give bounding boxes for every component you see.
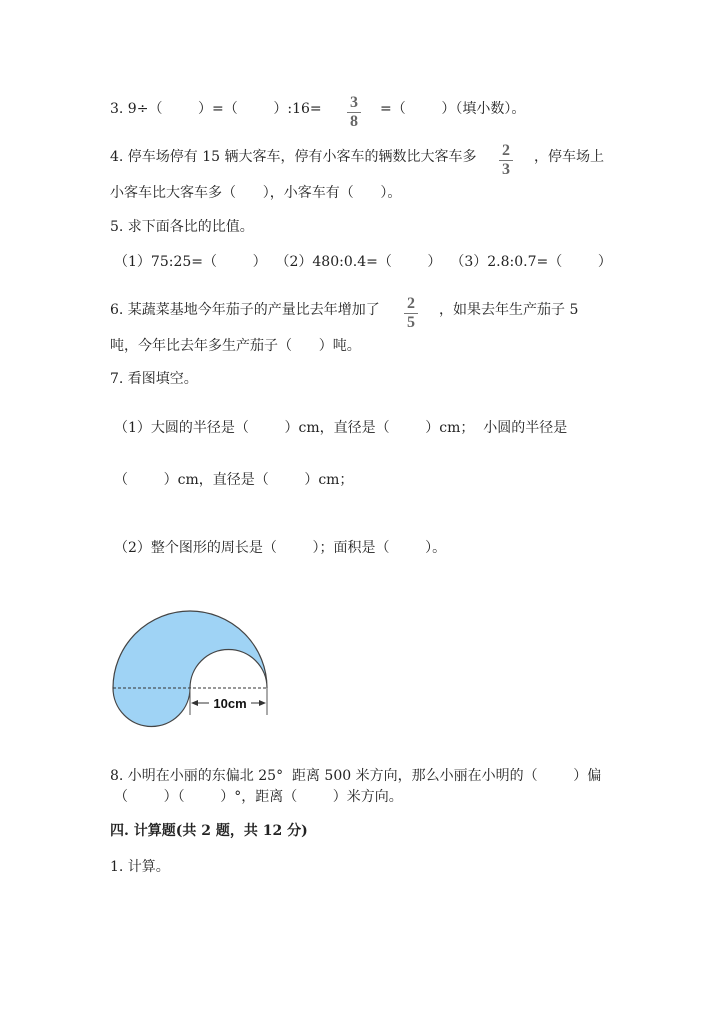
q6-fraction	[404, 296, 418, 331]
q3-frac-denominator: 8	[350, 113, 358, 130]
q6-line2: 吨，今年比去年多生产茄子（ ）吨。	[110, 338, 361, 354]
q7-title: 7. 看图填空。	[110, 371, 198, 387]
section-heading: 四. 计算题(共 2 题，共 12 分)	[110, 823, 308, 839]
q7-line2: （ ）cm，直径是（ ）cm；	[114, 472, 354, 488]
semicircle-figure	[105, 595, 285, 735]
q3-frac-numerator: 3	[350, 94, 358, 111]
q4-line1-b: ，停车场上	[534, 149, 604, 165]
q4-fraction	[499, 143, 513, 178]
q4-frac-denominator: 3	[502, 161, 510, 178]
q7-line3: （2）整个图形的周长是（ ）；面积是（ ）。	[114, 540, 447, 556]
measure-arrow-left-head	[191, 700, 198, 706]
q4-frac-numerator: 2	[502, 142, 510, 159]
q8-line2: （ ）（ ）°，距离（ ）米方向。	[114, 789, 403, 805]
q3-fraction	[347, 95, 361, 130]
q6-frac-denominator: 5	[407, 314, 415, 331]
q5-items: （1）75:25=（ ） （2）480:0.4=（ ） （3）2.8:0.7=（ ）	[114, 254, 612, 270]
measure-label: 10cm	[213, 696, 247, 711]
measure-arrow-right-head	[259, 700, 266, 706]
q4-line1-a: 4. 停车场停有 15 辆大客车，停有小客车的辆数比大客车多	[110, 149, 477, 165]
q7-line1: （1）大圆的半径是（ ）cm，直径是（ ）cm； 小圆的半径是	[114, 420, 568, 436]
q5-title: 5. 求下面各比的比值。	[110, 219, 254, 235]
q6-line1-b: ，如果去年生产茄子 5	[439, 302, 579, 318]
q3-text-a: 3. 9÷（ ）=（ ）:16=	[110, 101, 322, 117]
q6-line1-a: 6. 某蔬菜基地今年茄子的产量比去年增加了	[110, 302, 380, 318]
q6-frac-numerator: 2	[407, 295, 415, 312]
q8-line1: 8. 小明在小丽的东偏北 25° 距离 500 米方向，那么小丽在小明的（ ）偏	[110, 768, 602, 784]
q3-text-b: =（ ）（填小数）。	[380, 101, 526, 117]
q4-line2: 小客车比大客车多（ ），小客车有（ ）。	[110, 185, 402, 201]
section-q1: 1. 计算。	[110, 859, 170, 875]
